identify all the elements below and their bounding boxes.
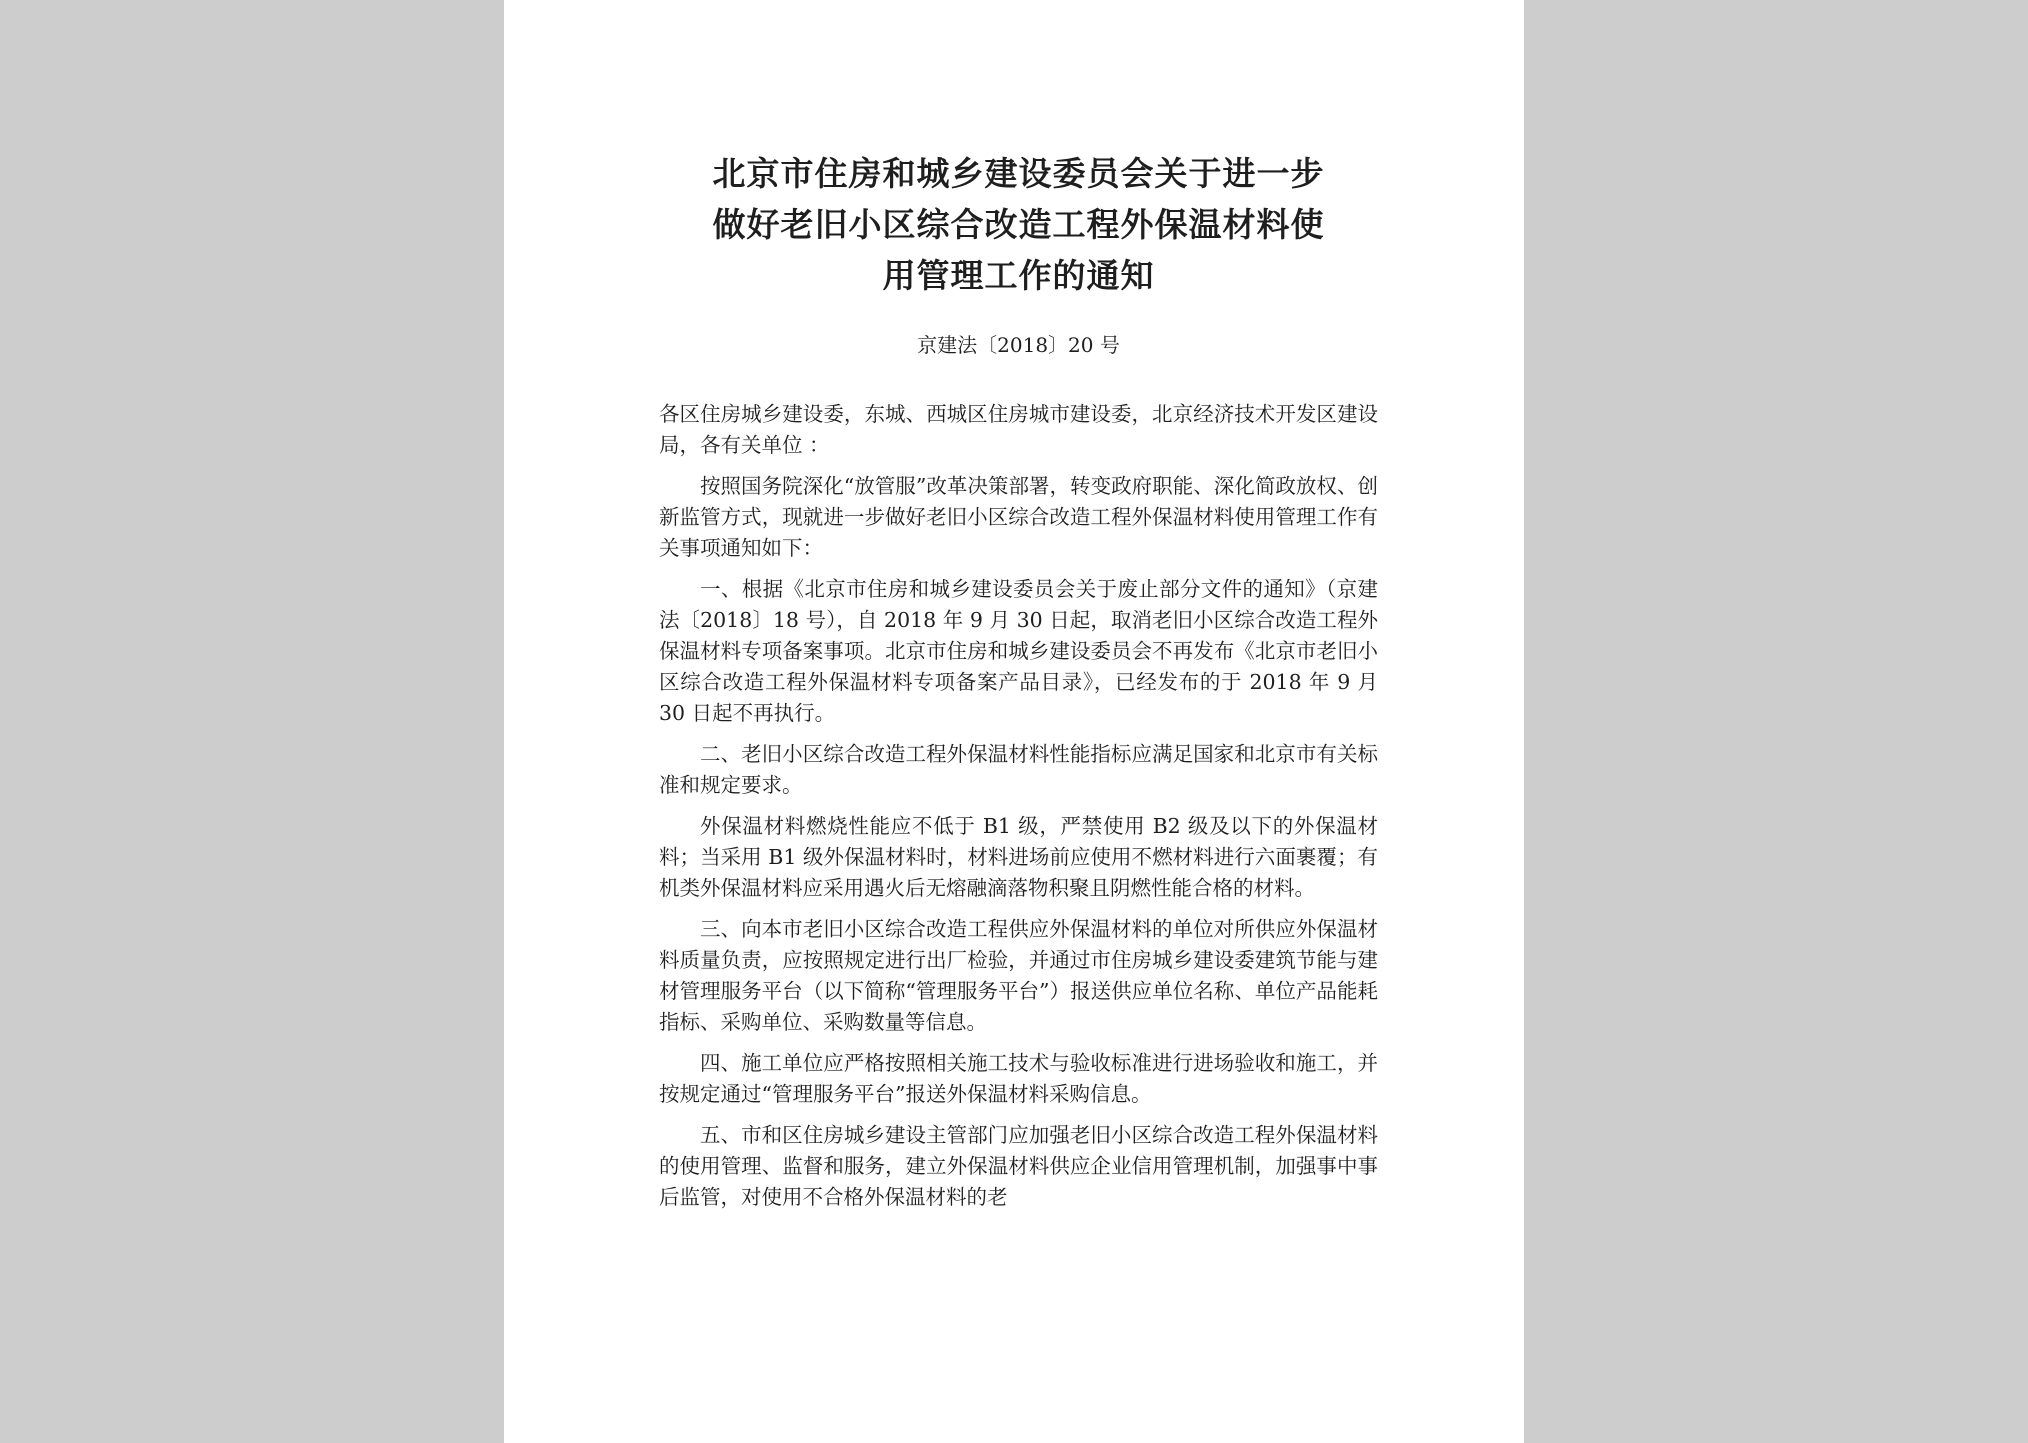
body-paragraph: 外保温材料燃烧性能应不低于 B1 级，严禁使用 B2 级及以下的外保温材料；当采用 B1 级外保温材料时，材料进场前应使用不燃材料进行六面裹覆；有机类外保温材料应采用遇火后无熔融滴落物积聚且阴燃性能合格的材料。 <box>659 814 1378 900</box>
title-line: 北京市住房和城乡建设委员会关于进一步 <box>712 154 1325 193</box>
body-paragraph: 三、向本市老旧小区综合改造工程供应外保温材料的单位对所供应外保温材料质量负责，应按照规定进行出厂检验，并通过市住房城乡建设委建筑节能与建材管理服务平台（以下简称“管理服务平台”）报送供应单位名称、单位产品能耗指标、采购单位、采购数量等信息。 <box>659 917 1378 1034</box>
salutation: 各区住房城乡建设委，东城、西城区住房城市建设委，北京经济技术开发区建设局，各有关单位 ： <box>659 402 1378 457</box>
body-paragraph: 二、老旧小区综合改造工程外保温材料性能指标应满足国家和北京市有关标准和规定要求。 <box>659 742 1378 797</box>
document-page <box>504 0 1524 1443</box>
title-line: 做好老旧小区综合改造工程外保温材料使 <box>712 205 1325 244</box>
body-paragraph: 五、市和区住房城乡建设主管部门应加强老旧小区综合改造工程外保温材料的使用管理、监督和服务，建立外保温材料供应企业信用管理机制，加强事中事后监管，对使用不合格外保温材料的老 <box>659 1123 1378 1209</box>
document-title <box>649 148 1388 301</box>
body-paragraph: 按照国务院深化“放管服”改革决策部署，转变政府职能、深化简政放权、创新监管方式，现就进一步做好老旧小区综合改造工程外保温材料使用管理工作有关事项通知如下： <box>659 474 1378 560</box>
document-number: 京建法〔2018〕20 号 <box>917 333 1120 357</box>
title-line: 用管理工作的通知 <box>882 256 1155 295</box>
body-paragraph: 四、施工单位应严格按照相关施工技术与验收标准进行进场验收和施工，并按规定通过“管理服务平台”报送外保温材料采购信息。 <box>659 1051 1378 1106</box>
body-paragraph: 一、根据《北京市住房和城乡建设委员会关于废止部分文件的通知》（京建法〔2018〕18 号），自 2018 年 9 月 30 日起，取消老旧小区综合改造工程外保温材料专项备案事项。北京市住房和城乡建设委员会不再发布《北京市老旧小区综合改造工程外保温材料专项备案产品目录》，已经发布的于 2018 年 9 月 30 日起不再执行。 <box>659 577 1378 725</box>
